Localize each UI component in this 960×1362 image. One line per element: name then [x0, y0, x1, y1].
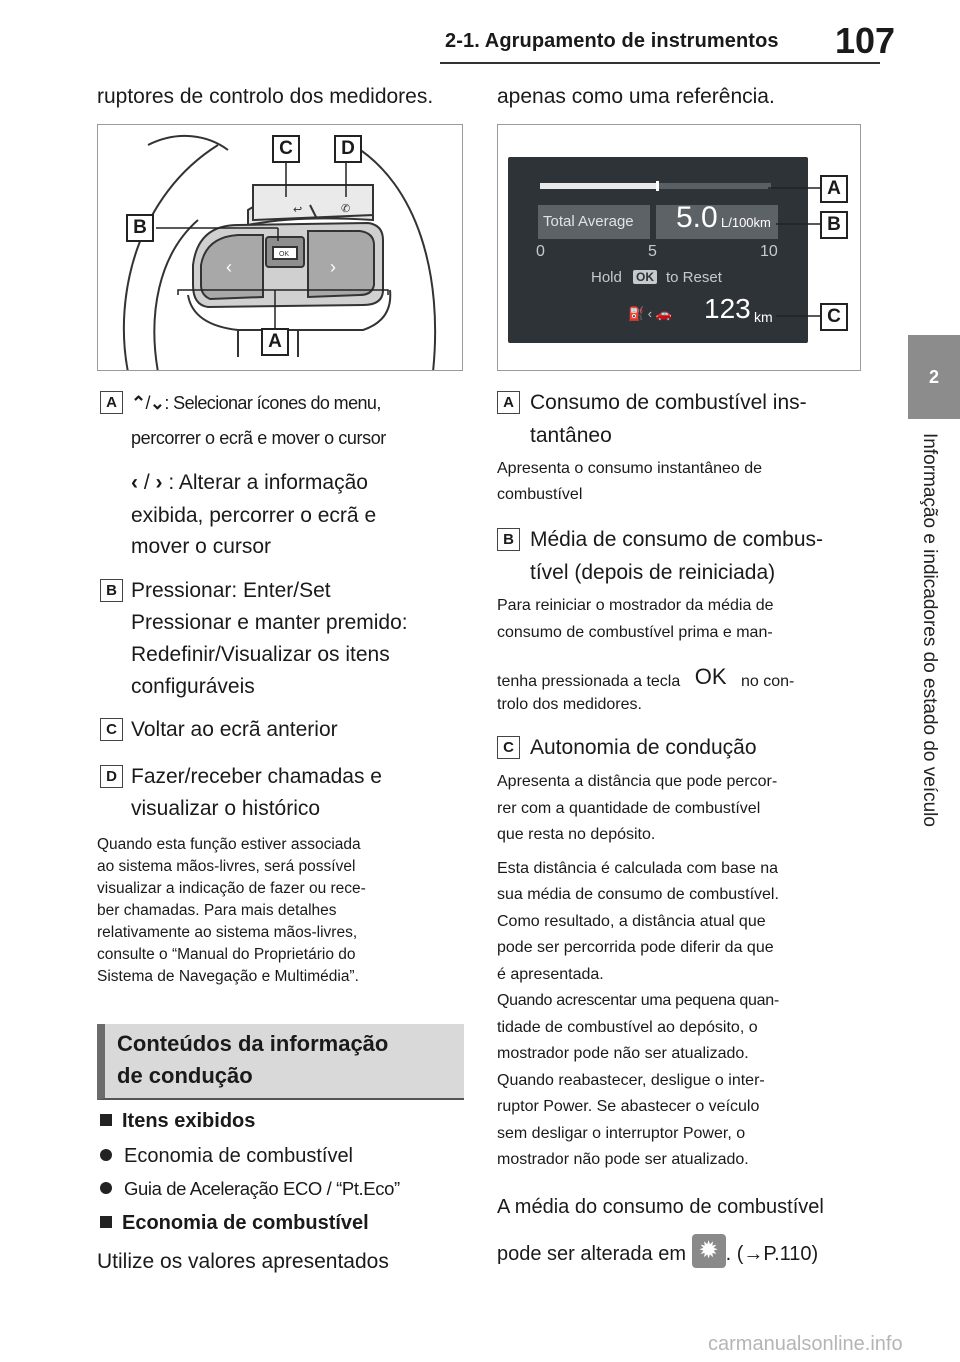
- right-b-desc4: trolo dos medidores.: [497, 696, 642, 713]
- items-heading: [100, 1110, 255, 1133]
- item-c-line1: Voltar ao ecrã anterior: [131, 718, 338, 741]
- items-heading-text: Itens exibidos: [122, 1110, 256, 1132]
- total-average-unit: L/100km: [721, 215, 771, 230]
- callout-c: C: [272, 135, 300, 163]
- desc-line: é apresentada.: [497, 965, 604, 983]
- chapter-tab-text: Informação e indicadores do estado do veículo: [919, 433, 940, 827]
- callout-b: B: [820, 211, 848, 239]
- page-reference: . (→P.110): [725, 1243, 819, 1265]
- note-line: relativamente ao sistema mãos-livres,: [97, 924, 358, 941]
- section-heading: [97, 1024, 464, 1100]
- header-rule: [440, 62, 880, 64]
- callout-d: D: [334, 135, 362, 163]
- item-a-text1: : Selecionar ícones do menu,: [164, 393, 381, 413]
- desc-text: no con-: [740, 673, 795, 690]
- fuel-heading: [100, 1212, 369, 1235]
- section-title: 2-1. Agrupamento de instrumentos: [445, 30, 779, 52]
- desc-line: pode ser percorrida pode diferir da que: [497, 939, 774, 956]
- right-a-title2: tantâneo: [530, 424, 612, 447]
- item-b-line2: Pressionar e manter premido:: [131, 611, 408, 634]
- note-line: consulte o “Manual do Proprietário do: [97, 946, 356, 963]
- desc-line: Quando acrescentar uma pequena quan-: [497, 992, 779, 1009]
- scale-5: 5: [648, 243, 657, 260]
- svg-text:↩: ↩: [293, 204, 303, 216]
- round-bullet-icon: [100, 1149, 112, 1161]
- display-leader-lines: [498, 125, 861, 371]
- reset-label: to Reset: [666, 269, 722, 286]
- watermark: carmanualsonline.info: [708, 1333, 903, 1355]
- fuel-pump-car-icon: ⛽ ‹ 🚗: [628, 306, 672, 321]
- final-text: pode ser alterada em: [497, 1243, 687, 1265]
- desc-line: Esta distância é calculada com base na: [497, 859, 779, 877]
- callout-a: A: [820, 175, 848, 203]
- slash: /: [143, 471, 150, 494]
- chevron-down-icon: ⌄: [149, 393, 165, 413]
- svg-text:✆: ✆: [341, 203, 351, 215]
- svg-text:›: ›: [330, 257, 336, 277]
- fuel-heading-text: Economia de combustível: [122, 1212, 369, 1234]
- chevron-right-icon: ›: [155, 471, 163, 494]
- fuel-text: Utilize os valores apresentados: [97, 1250, 389, 1273]
- note-line: visualizar a indicação de fazer ou rece-: [97, 880, 366, 897]
- desc-line: que resta no depósito.: [497, 826, 656, 843]
- page-number: 107: [835, 20, 896, 61]
- desc-line: mostrador não pode ser atualizado.: [497, 1151, 749, 1168]
- bullet-text: Guia de Aceleração ECO / “Pt.Eco”: [124, 1178, 400, 1199]
- item-label-a: A: [497, 391, 520, 414]
- desc-line: Apresenta a distância que pode percor-: [497, 773, 778, 790]
- note-line: Quando esta função estiver associada: [97, 836, 361, 853]
- svg-text:OK: OK: [278, 251, 290, 258]
- desc-line: Como resultado, a distância atual que: [497, 912, 766, 930]
- right-b-desc3: [497, 664, 794, 694]
- section-heading-line2: de condução: [117, 1063, 253, 1088]
- bullet-item: [100, 1178, 400, 1200]
- note-line: ber chamadas. Para mais detalhes: [97, 902, 337, 919]
- item-a-text3: : Alterar a informação: [168, 471, 368, 494]
- item-a-line1: [131, 388, 381, 418]
- settings-gear-icon: [692, 1234, 726, 1268]
- display-figure: [497, 124, 861, 371]
- square-bullet-icon: [100, 1114, 112, 1126]
- right-b-desc2: consumo de combustível prima e man-: [497, 624, 773, 641]
- chevron-left-icon: ‹: [131, 471, 138, 494]
- item-label-d: D: [100, 765, 123, 788]
- desc-line: ruptor Power. Se abastecer o veículo: [497, 1098, 760, 1115]
- bullet-item: [100, 1145, 353, 1168]
- item-d-line1: Fazer/receber chamadas e: [131, 765, 382, 788]
- desc-line: rer com a quantidade de combustível: [497, 799, 761, 817]
- scale-10: 10: [760, 243, 778, 260]
- desc-line: sua média de consumo de combustível.: [497, 886, 779, 903]
- item-label-c: C: [100, 718, 123, 741]
- item-a-line2: percorrer o ecrã e mover o cursor: [131, 428, 386, 448]
- final-line1: A média do consumo de combustível: [497, 1196, 824, 1218]
- right-b-desc1: Para reiniciar o mostrador da média de: [497, 597, 774, 614]
- desc-line: sem desligar o interruptor Power, o: [497, 1124, 746, 1142]
- item-label-a: A: [100, 391, 123, 414]
- chevron-up-icon: ⌃: [131, 393, 146, 413]
- total-average-value: 5.0: [676, 201, 718, 234]
- item-b-line4: configuráveis: [131, 675, 255, 698]
- item-b-line3: Redefinir/Visualizar os itens: [131, 643, 390, 666]
- item-a-line4: exibida, percorrer o ecrã e: [131, 504, 377, 527]
- square-bullet-icon: [100, 1216, 112, 1228]
- total-average-label: Total Average: [538, 205, 650, 239]
- item-a-line3: [131, 466, 368, 499]
- right-c-title1: Autonomia de condução: [530, 736, 757, 759]
- right-a-title1: Consumo de combustível ins-: [530, 391, 807, 414]
- range-unit: km: [754, 309, 773, 325]
- right-b-title2: tível (depois de reiniciada): [530, 561, 776, 584]
- item-b-line1: Pressionar: Enter/Set: [131, 579, 331, 602]
- left-intro: ruptores de controlo dos medidores.: [97, 85, 434, 108]
- final-line2: [497, 1234, 818, 1271]
- handsfree-note: [97, 834, 366, 988]
- item-label-c: C: [497, 736, 520, 759]
- desc-line: mostrador pode não ser atualizado.: [497, 1045, 749, 1062]
- item-label-b: B: [100, 579, 123, 602]
- section-heading-line1: Conteúdos da informação: [117, 1031, 389, 1056]
- note-line: ao sistema mãos-livres, será possível: [97, 858, 356, 875]
- svg-text:‹: ‹: [226, 257, 232, 277]
- desc-line: Quando reabastecer, desligue o inter-: [497, 1071, 765, 1089]
- ok-key-icon: OK: [694, 664, 727, 689]
- right-intro: apenas como uma referência.: [497, 85, 775, 108]
- right-b-title1: Média de consumo de combus-: [530, 528, 823, 551]
- right-c-desc: [497, 769, 779, 1174]
- bullet-text: Economia de combustível: [124, 1145, 354, 1167]
- note-line: Sistema de Navegação e Multimédia”.: [97, 968, 359, 985]
- chapter-tab: 2: [908, 335, 960, 419]
- item-a-line5: mover o cursor: [131, 535, 272, 558]
- scale-0: 0: [536, 243, 545, 260]
- item-label-b: B: [497, 528, 520, 551]
- ok-badge: OK: [633, 270, 657, 284]
- callout-b: B: [126, 214, 154, 242]
- hold-label: Hold: [591, 269, 622, 286]
- callout-a: A: [261, 328, 289, 356]
- desc-text: tenha pressionada a tecla: [497, 673, 681, 690]
- steering-switch-figure: [97, 124, 463, 371]
- desc-line: tidade de combustível ao depósito, o: [497, 1018, 758, 1036]
- right-a-desc2: combustível: [497, 486, 583, 503]
- callout-c: C: [820, 303, 848, 331]
- item-d-line2: visualizar o histórico: [131, 797, 321, 820]
- right-a-desc1: Apresenta o consumo instantâneo de: [497, 460, 763, 477]
- slash: /: [145, 393, 150, 413]
- range-value: 123: [704, 293, 751, 324]
- round-bullet-icon: [100, 1182, 112, 1194]
